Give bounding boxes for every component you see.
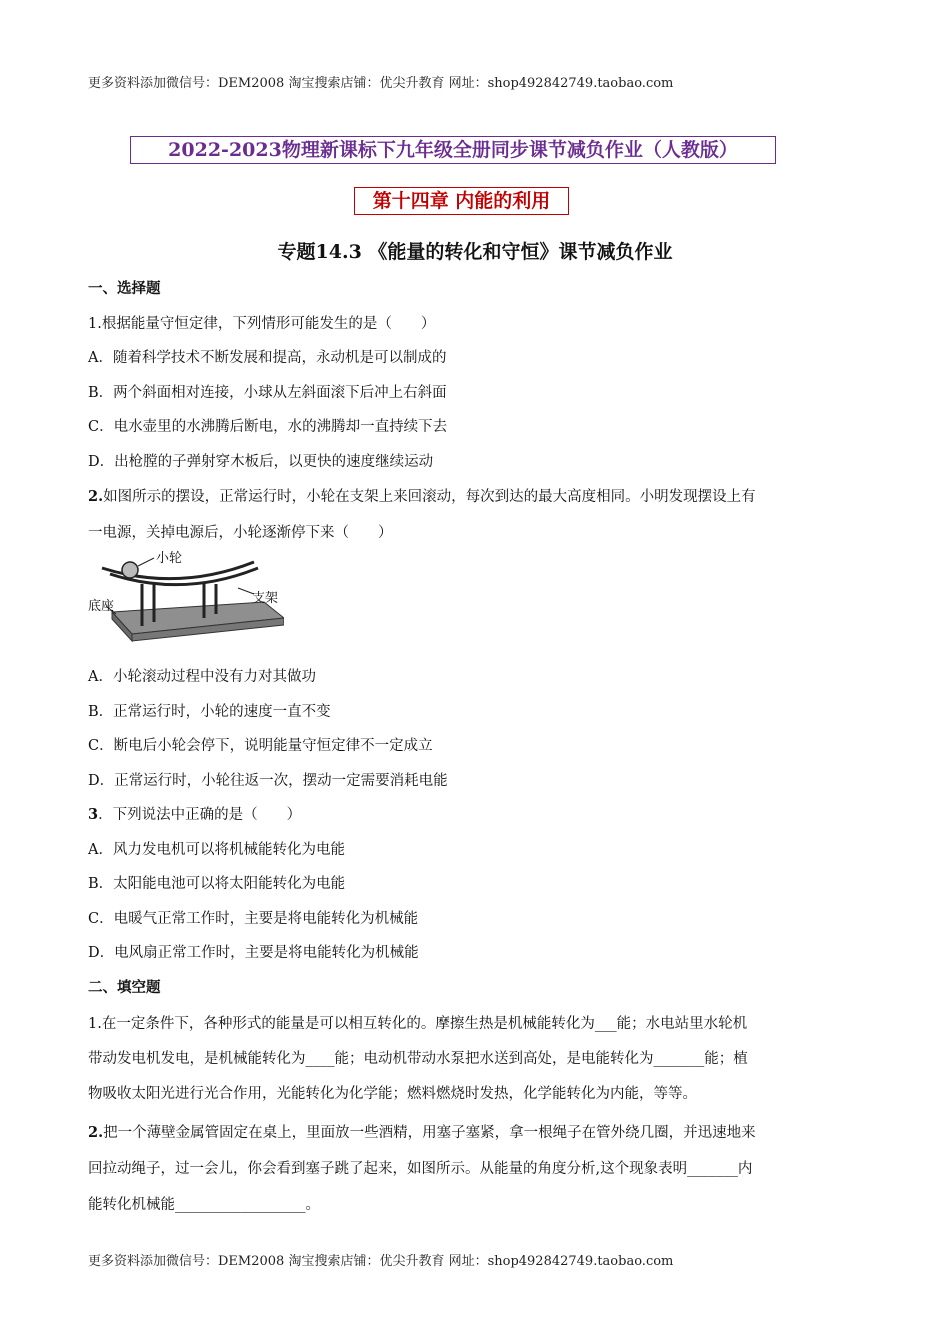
question-2-option-d: D．正常运行时，小轮往返一次，摆动一定需要消耗电能 — [88, 773, 448, 789]
page-footer: 更多资料添加微信号：DEM2008 淘宝搜索店铺：优尖升教育 网址：shop492842749.taobao.com — [88, 1254, 674, 1269]
question-2-option-c: C．断电后小轮会停下，说明能量守恒定律不一定成立 — [88, 738, 433, 754]
question-1-option-b: B．两个斜面相对连接，小球从左斜面滚下后冲上右斜面 — [88, 385, 447, 401]
section-heading-fill: 二、填空题 — [88, 979, 161, 996]
document-title: 2022-2023物理新课标下九年级全册同步课节减负作业（人教版） — [130, 136, 776, 164]
question-3-option-c: C．电暖气正常工作时，主要是将电能转化为机械能 — [88, 911, 419, 927]
figure-label-wheel: 小轮 — [156, 551, 183, 566]
topic-title: 专题14.3 《能量的转化和守恒》课节减负作业 — [277, 241, 673, 263]
question-2-option-a: A．小轮滚动过程中没有力对其做功 — [88, 669, 316, 685]
chapter-title: 第十四章 内能的利用 — [354, 187, 569, 215]
question-3-option-a: A．风力发电机可以将机械能转化为电能 — [88, 842, 345, 858]
pendulum-wheel-figure — [88, 548, 284, 644]
question-3-option-d: D．电风扇正常工作时，主要是将电能转化为机械能 — [88, 945, 419, 961]
fill-question-2-line3: 能转化机械能__________________。 — [88, 1197, 320, 1213]
question-3-number: 3 — [88, 806, 99, 823]
figure-label-stand: 支架 — [252, 591, 279, 606]
fill-question-1-line1: 1.在一定条件下，各种形式的能量是可以相互转化的。摩擦生热是机械能转化为___能；水电站里水轮机 — [88, 1016, 748, 1032]
question-3-stem: 3．下列说法中正确的是（ ） — [88, 806, 302, 823]
section-heading-choice: 一、选择题 — [88, 280, 161, 297]
question-2-option-b: B．正常运行时，小轮的速度一直不变 — [88, 704, 331, 720]
question-2-stem-line2: 一电源，关掉电源后，小轮逐渐停下来（ ） — [88, 525, 393, 541]
question-2-stem-line1: 2.如图所示的摆设，正常运行时，小轮在支架上来回滚动，每次到达的最大高度相同。小明发现摆设上有 — [88, 488, 756, 505]
question-1-option-a: A．随着科学技术不断发展和提高，永动机是可以制成的 — [88, 350, 447, 366]
fill-question-1-line3: 物吸收太阳光进行光合作用，光能转化为化学能；燃料燃烧时发热，化学能转化为内能，等等。 — [88, 1086, 697, 1102]
question-1-option-d: D．出枪膛的子弹射穿木板后，以更快的速度继续运动 — [88, 454, 434, 470]
page-header: 更多资料添加微信号：DEM2008 淘宝搜索店铺：优尖升教育 网址：shop492842749.taobao.com — [88, 76, 674, 91]
fill-question-2-number: 2. — [88, 1124, 104, 1141]
question-3-option-b: B．太阳能电池可以将太阳能转化为电能 — [88, 876, 346, 892]
question-1-stem: 1.根据能量守恒定律，下列情形可能发生的是（ ） — [88, 316, 436, 332]
fill-question-1-line2: 带动发电机发电，是机械能转化为____能；电动机带动水泵把水送到高处，是电能转化为_______能；植 — [88, 1051, 748, 1067]
question-1-option-c: C．电水壶里的水沸腾后断电，水的沸腾却一直持续下去 — [88, 419, 448, 435]
fill-question-2-line1: 2.把一个薄壁金属管固定在桌上，里面放一些酒精，用塞子塞紧，拿一根绳子在管外绕几圈，并迅速地来 — [88, 1124, 756, 1141]
figure-label-base: 底座 — [88, 599, 115, 614]
fill-question-2-line2: 回拉动绳子，过一会儿，你会看到塞子跳了起来，如图所示。从能量的角度分析,这个现象表明_______内 — [88, 1161, 753, 1177]
question-2-number: 2. — [88, 488, 104, 505]
